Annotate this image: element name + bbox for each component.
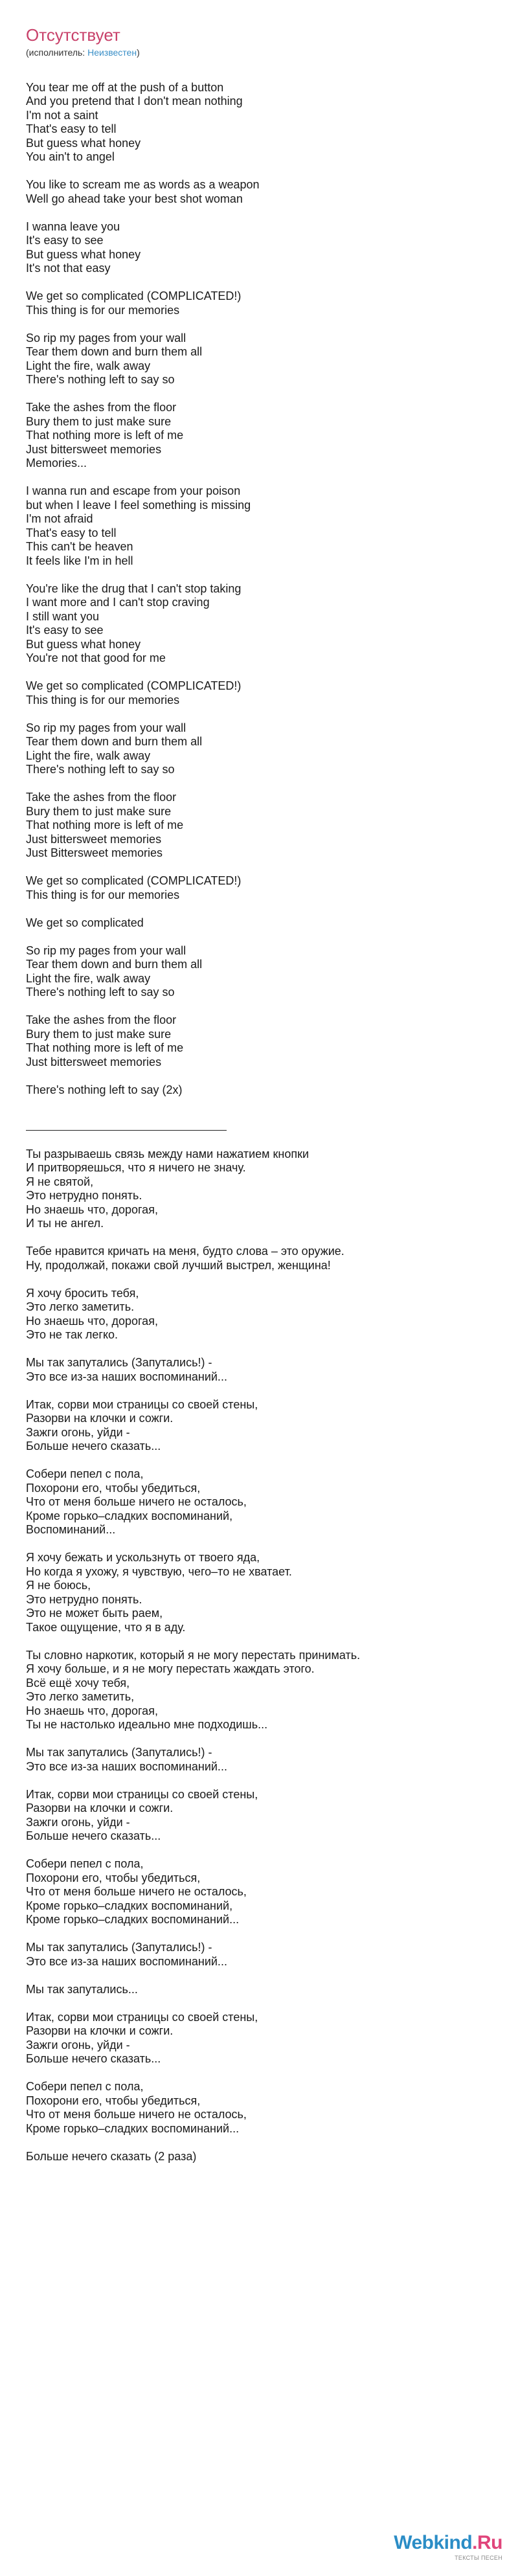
lyric-line: Больше нечего сказать...: [26, 2052, 161, 2065]
stanza: [26, 289, 492, 317]
lyric-line: Bury them to just make sure: [26, 804, 172, 818]
lyric-line: But guess what honey: [26, 637, 141, 651]
lyric-line: Мы так запутались (Запутались!) -: [26, 1746, 212, 1759]
lyric-line: Это нетрудно понять.: [26, 1189, 142, 1202]
lyric-line: Кроме горько–сладких воспоминаний...: [26, 2121, 240, 2135]
stanza: [26, 1356, 492, 1384]
lyric-line: That nothing more is left of me: [26, 1041, 184, 1054]
lyric-line: Собери пепел с пола,: [26, 2080, 144, 2093]
lyric-line: Похорони его, чтобы убедиться,: [26, 1871, 201, 1884]
stanza: [26, 1746, 492, 1774]
lyric-line: Это легко заметить.: [26, 1300, 135, 1313]
lyric-line: Just bittersweet memories: [26, 832, 162, 846]
stanza: [26, 944, 492, 1000]
lyric-line: There's nothing left to say (2x): [26, 1083, 183, 1096]
site-logo[interactable]: [360, 2532, 502, 2554]
lyric-line: Но знаешь что, дорогая,: [26, 1203, 158, 1216]
stanza: [26, 1398, 492, 1454]
stanza: [26, 1013, 492, 1069]
lyric-line: Разорви на клочки и сожги.: [26, 2024, 174, 2037]
logo-main: Webkind: [394, 2532, 473, 2553]
lyric-line: Light the fire, walk away: [26, 359, 151, 372]
lyric-line: We get so complicated (COMPLICATED!): [26, 874, 242, 887]
lyric-line: Well go ahead take your best shot woman: [26, 192, 243, 205]
lyric-line: Кроме горько–сладких воспоминаний...: [26, 1913, 240, 1926]
stanza: [26, 791, 492, 861]
lyric-line: Воспоминаний...: [26, 1523, 116, 1536]
lyric-line: You tear me off at the push of a button: [26, 80, 224, 94]
stanza: [26, 721, 492, 777]
lyric-line: I wanna run and escape from your poison: [26, 484, 241, 497]
lyric-line: Это нетрудно понять.: [26, 1592, 142, 1606]
lyric-line: This thing is for our memories: [26, 303, 180, 317]
lyric-line: But guess what honey: [26, 247, 141, 261]
song-title: Отсутствует: [26, 25, 120, 45]
lyric-line: Итак, сорви мои страницы со своей стены,: [26, 1397, 258, 1411]
lyric-line: Похорони его, чтобы убедиться,: [26, 1481, 201, 1495]
lyric-line: Я хочу больше, и я не могу перестать жаждать этого.: [26, 1662, 315, 1675]
translation-divider: [26, 1125, 227, 1131]
stanza: [26, 2080, 492, 2136]
lyric-line: We get so complicated (COMPLICATED!): [26, 679, 242, 692]
performer-suffix: ): [137, 47, 140, 58]
lyric-line: Что от меня больше ничего не осталось,: [26, 1885, 247, 1898]
lyric-line: Tear them down and burn them all: [26, 958, 203, 971]
stanza: [26, 1983, 492, 1997]
lyric-line: There's nothing left to say so: [26, 763, 175, 776]
lyric-line: It's not that easy: [26, 262, 111, 275]
lyric-line: It's easy to see: [26, 234, 104, 247]
lyric-line: But guess what honey: [26, 136, 141, 150]
stanza: [26, 332, 492, 387]
stanza: [26, 401, 492, 471]
stanza: [26, 1788, 492, 1844]
stanza: [26, 679, 492, 707]
lyric-line: Ты разрываешь связь между нами нажатием кнопки: [26, 1147, 310, 1160]
lyric-line: Take the ashes from the floor: [26, 791, 177, 804]
lyric-line: Разорви на клочки и сожги.: [26, 1412, 174, 1425]
lyric-line: So rip my pages from your wall: [26, 721, 186, 734]
lyric-line: Это не так легко.: [26, 1328, 118, 1341]
stanza: [26, 178, 492, 206]
lyric-line: We get so complicated: [26, 916, 144, 929]
lyric-line: Но когда я ухожу, я чувствую, чего–то не хватает.: [26, 1565, 292, 1578]
lyric-line: That's easy to tell: [26, 526, 117, 539]
lyric-line: Я не боюсь,: [26, 1579, 91, 1592]
performer-prefix: (исполнитель:: [26, 47, 88, 58]
lyric-line: That's easy to tell: [26, 122, 117, 135]
lyric-line: I wanna leave you: [26, 220, 120, 233]
lyric-line: Итак, сорви мои страницы со своей стены,: [26, 1787, 258, 1801]
lyric-line: It feels like I'm in hell: [26, 554, 133, 567]
song-header: [26, 25, 492, 58]
lyric-line: And you pretend that I don't mean nothing: [26, 95, 243, 107]
stanza: [26, 1287, 492, 1342]
logo-tagline: ТЕКСТЫ ПЕСЕН: [455, 2555, 502, 2561]
lyric-line: Это все из-за наших воспоминаний...: [26, 1370, 227, 1383]
stanza: [26, 2150, 492, 2164]
lyric-line: Tear them down and burn them all: [26, 345, 203, 358]
lyric-line: Я не святой,: [26, 1175, 94, 1188]
lyric-line: Больше нечего сказать...: [26, 1440, 161, 1452]
lyric-line: Bury them to just make sure: [26, 1027, 172, 1041]
stanza: [26, 916, 492, 931]
stanza: [26, 1649, 492, 1732]
stanza: [26, 220, 492, 276]
lyric-line: Ты не настолько идеально мне подходишь...: [26, 1718, 268, 1731]
lyric-line: Кроме горько–сладких воспоминаний,: [26, 1899, 233, 1912]
stanza: [26, 81, 492, 164]
lyric-line: This can't be heaven: [26, 540, 133, 553]
lyric-line: Больше нечего сказать (2 раза): [26, 2149, 197, 2163]
site-footer: [360, 2532, 502, 2568]
lyric-line: You ain't to angel: [26, 150, 115, 163]
lyric-line: И притворяешься, что я ничего не значу.: [26, 1161, 246, 1174]
lyric-line: You're not that good for me: [26, 651, 166, 664]
stanza: [26, 1551, 492, 1634]
lyric-line: Мы так запутались...: [26, 1982, 138, 1996]
lyric-line: Это не может быть раем,: [26, 1607, 163, 1620]
lyric-line: Зажги огонь, уйди -: [26, 2038, 130, 2051]
lyrics-translation: [26, 1147, 492, 2164]
lyric-line: Take the ashes from the floor: [26, 401, 177, 414]
lyric-line: Take the ashes from the floor: [26, 1013, 177, 1026]
lyric-line: Похорони его, чтобы убедиться,: [26, 2094, 201, 2107]
lyric-line: There's nothing left to say so: [26, 986, 175, 999]
lyric-line: Bury them to just make sure: [26, 414, 172, 428]
lyric-line: Это все из-за наших воспоминаний...: [26, 1954, 227, 1968]
stanza: [26, 1245, 492, 1272]
lyric-line: It's easy to see: [26, 624, 104, 637]
lyric-line: but when I leave I feel something is missing: [26, 498, 251, 512]
lyric-line: Just bittersweet memories: [26, 442, 162, 456]
stanza: [26, 2011, 492, 2066]
lyric-line: So rip my pages from your wall: [26, 331, 186, 345]
lyric-line: You like to scream me as words as a weapon: [26, 178, 260, 191]
lyric-line: Собери пепел с пола,: [26, 1467, 144, 1480]
lyric-line: I'm not a saint: [26, 108, 98, 122]
stanza: [26, 1941, 492, 1969]
lyric-line: I still want you: [26, 609, 100, 623]
lyric-line: Зажги огонь, уйди -: [26, 1815, 130, 1829]
lyric-line: We get so complicated (COMPLICATED!): [26, 289, 242, 302]
stanza: [26, 1083, 492, 1098]
lyric-line: Это все из-за наших воспоминаний...: [26, 1759, 227, 1773]
lyric-line: This thing is for our memories: [26, 888, 180, 901]
lyric-line: Light the fire, walk away: [26, 971, 151, 985]
lyric-line: Тебе нравится кричать на меня, будто слова – это оружие.: [26, 1245, 344, 1258]
lyric-line: Всё ещё хочу тебя,: [26, 1676, 130, 1689]
stanza: [26, 874, 492, 902]
lyric-line: Tear them down and burn them all: [26, 735, 203, 748]
lyric-line: Но знаешь что, дорогая,: [26, 1314, 158, 1328]
lyric-line: Мы так запутались (Запутались!) -: [26, 1356, 212, 1369]
lyrics-body: [26, 67, 492, 2191]
logo-suffix: .Ru: [472, 2532, 502, 2553]
lyric-line: Кроме горько–сладких воспоминаний,: [26, 1509, 233, 1522]
lyrics-original: [26, 81, 492, 1098]
stanza: [26, 1857, 492, 1927]
lyric-line: Итак, сорви мои страницы со своей стены,: [26, 2010, 258, 2024]
lyric-line: Что от меня больше ничего не осталось,: [26, 1495, 247, 1508]
lyric-line: Мы так запутались (Запутались!) -: [26, 1941, 212, 1954]
lyric-line: Just Bittersweet memories: [26, 846, 163, 859]
lyric-line: So rip my pages from your wall: [26, 943, 186, 957]
stanza: [26, 484, 492, 568]
stanza: [26, 582, 492, 666]
lyric-line: Light the fire, walk away: [26, 749, 151, 762]
lyric-line: И ты не ангел.: [26, 1217, 104, 1230]
lyric-line: I want more and I can't stop craving: [26, 596, 210, 609]
lyric-line: Больше нечего сказать...: [26, 1829, 161, 1842]
lyric-line: Ну, продолжай, покажи свой лучший выстрел, женщина!: [26, 1258, 331, 1272]
lyric-line: Я хочу бежать и ускользнуть от твоего яда,: [26, 1551, 260, 1564]
lyric-line: This thing is for our memories: [26, 693, 180, 706]
lyric-line: You're like the drug that I can't stop taking: [26, 582, 242, 595]
lyric-line: I'm not afraid: [26, 512, 93, 525]
stanza: [26, 1467, 492, 1537]
lyric-line: Зажги огонь, уйди -: [26, 1425, 130, 1439]
lyric-line: Но знаешь что, дорогая,: [26, 1704, 158, 1717]
artist-link[interactable]: Неизвестен: [87, 47, 137, 58]
performer-line: [26, 47, 492, 58]
lyric-line: Такое ощущение, что я в аду.: [26, 1620, 186, 1634]
stanza: [26, 1147, 492, 1231]
lyric-line: Я хочу бросить тебя,: [26, 1286, 139, 1300]
lyric-line: That nothing more is left of me: [26, 819, 184, 831]
lyric-line: Что от меня больше ничего не осталось,: [26, 2108, 247, 2121]
lyric-line: There's nothing left to say so: [26, 373, 175, 386]
lyric-line: Разорви на клочки и сожги.: [26, 1802, 174, 1814]
lyric-line: Memories...: [26, 457, 87, 469]
lyric-line: That nothing more is left of me: [26, 429, 184, 442]
lyric-line: Just bittersweet memories: [26, 1055, 162, 1068]
lyric-line: Это легко заметить,: [26, 1690, 135, 1703]
lyric-line: Ты словно наркотик, который я не могу перестать принимать.: [26, 1648, 361, 1662]
lyric-line: Собери пепел с пола,: [26, 1857, 144, 1870]
